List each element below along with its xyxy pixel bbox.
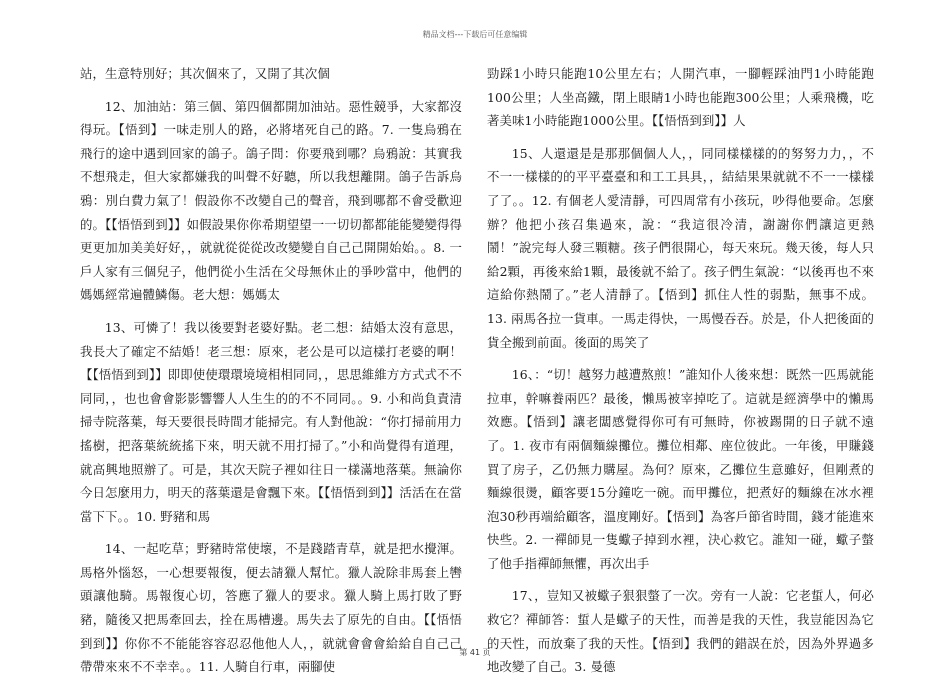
page-header: 精品文档---下载后可任意编辑 xyxy=(422,30,528,39)
paragraph: 15、人還還是是那那個個人人，，同同樣樣樣的的努努力力，，不不一一樣樣的的平平臺臺和和工工具具，，結結果果就就不不一一樣樣了了。。12. 有個老人愛清靜，可四周常有小孩玩，吵得他要命。怎麼辦？他把小孩召集過來，說：“我這很冷清，謝謝你們讓這更熱鬧！”說完每人發三顆糖。孩子們很開心，每天來玩。幾天後，每人只給2顆，再後來給1顆，最後就不給了。孩子們生氣說：“以後再也不來這給你熱鬧了。”老人清靜了。【悟到】抓住人性的弱點，無事不成。13. 兩馬各拉一貨車。一馬走得快，一馬慢吞吞。於是，仆人把後面的貨全搬到前面。後面的馬笑了 xyxy=(487,145,874,350)
paragraph: 勁踩1小時只能跑10公里左右；人開汽車，一腳輕踩油門1小時能跑100公里；人坐高鐵，閉上眼睛1小時也能跑300公里；人乘飛機，吃著美味1小時能跑1000公里。【【悟悟到到】】人 xyxy=(487,66,874,129)
paragraph: 站，生意特別好；其次個來了，又開了其次個 xyxy=(80,66,330,81)
right-column xyxy=(487,62,874,679)
paragraph: 12、加油站：第三個、第四個都開加油站。惡性競爭，大家都沒得玩。【悟到】一味走別人的路，必將堵死自己的路。7. 一隻烏鴉在飛行的途中遇到回家的鴿子。鴿子問：你要飛到哪？烏鴉說：其實我不想飛走，但大家都嫌我的叫聲不好聽，所以我想離開。鴿子告訴烏鴉：別白費力氣了！假設你不改變自己的聲音，飛到哪都不會受歡迎的。【【悟悟到到】】如假設果你你希期望望一一切切都都能能變變得得更更加加美美好好，，就就從從從改改變變自自己己開開始始。。8. 一戶人家有三個兒子，他們從小生活在父母無休止的爭吵當中，他們的媽媽經常遍體鱗傷。老大想：媽媽太 xyxy=(80,98,462,303)
paragraph: 14、一起吃草；野豬時常使壞，不是踐踏青草，就是把水攪渾。馬格外惱怒，一心想要報復，便去請獵人幫忙。獵人說除非馬套上轡頭讓他騎。馬報復心切，答應了獵人的要求。獵人騎上馬打敗了野豬，隨後又把馬牽回去，拴在馬槽邊。馬失去了原先的自由。【【悟悟到到】】你你不不能能容容忍忍他他人人，，就就會會會給給自自己己帶帶來來不不幸幸。。11. 人騎自行車，兩腳使 xyxy=(80,541,462,675)
page-number: 第 41 页 xyxy=(459,648,491,657)
paragraph: 17、，豈知又被蠍子狠狠螫了一次。旁有一人說：它老蜇人，何必救它？禪師答：蜇人是蠍子的天性，而善是我的天性，我豈能因為它的天性，而放棄了我的天性。【悟到】我們的錯誤在於，因為外界過多地改變了自己。3. 曼德 xyxy=(487,588,874,675)
paragraph: 16、：“切！越努力越遭熬煎！”誰知仆人後來想：既然一匹馬就能拉車，幹嘛養兩匹？最後，懶馬被宰掉吃了。這就是經濟學中的懶馬效應。【悟到】讓老闆感覺得你可有可無時，你被踢開的日子就不遠了。1. 夜市有兩個麵線攤位。攤位相鄰、座位彼此。一年後，甲賺錢買了房子，乙仍無力購屋。為何？原來，乙攤位生意雖好，但剛煮的麵線很燙，顧客要15分鐘吃一碗。而甲攤位，把煮好的麵線在冰水裡泡30秒再端給顧客，溫度剛好。【悟到】為客戶節省時間，錢才能進來快些。2. 一禪師見一隻蠍子掉到水裡，決心救它。誰知一碰，蠍子螫了他手指禪師無懼，再次出手 xyxy=(487,367,874,571)
paragraph: 13、可憐了！我以後要對老婆好點。老二想：結婚太沒有意思，我長大了確定不結婚！老三想：原來，老公是可以這樣打老婆的啊！【【悟悟到到】】即即使使環環境境相相同同，，思思維維方方式式不不同同，，也也會會影影響響人人生生的的不不同同。。9. 小和尚負責清掃寺院落葉，每天要很長時間才能掃完。有人對他說：“你打掃前用力搖樹，把落葉統統搖下來，明天就不用打掃了。”小和尚覺得有道理，就高興地照辦了。可是，其次天院子裡如往日一樣滿地落葉。無論你今日怎麼用力，明天的落葉還是會飄下來。【【悟悟到到】】活活在在當當下下。。10. 野豬和馬 xyxy=(80,319,462,524)
left-column xyxy=(80,62,462,679)
